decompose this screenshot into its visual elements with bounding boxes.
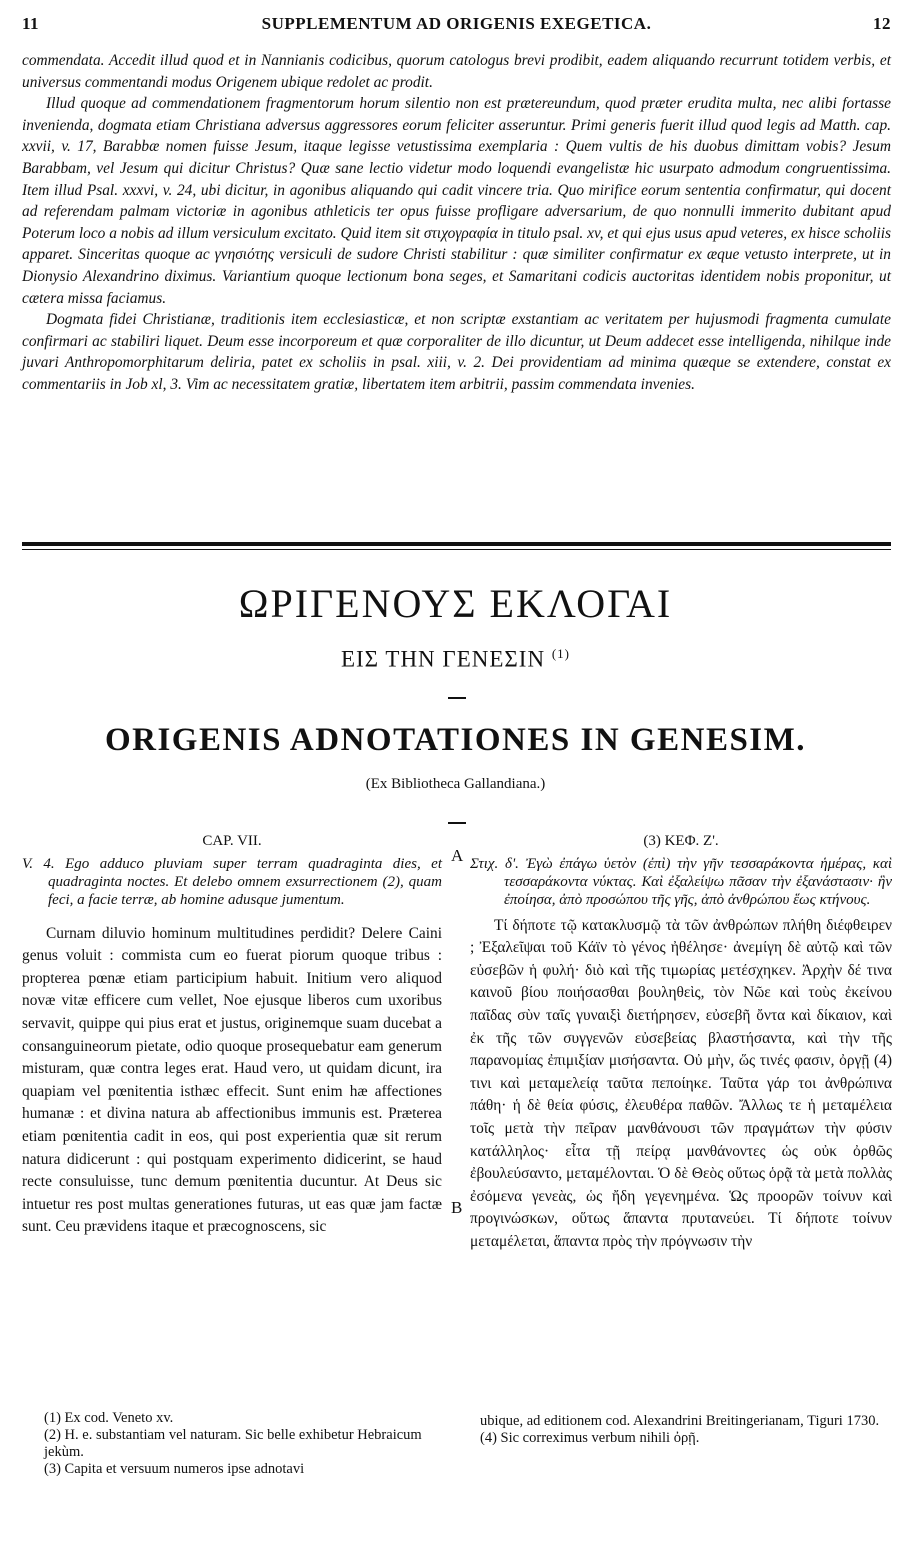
margin-marker-a: A — [451, 846, 464, 865]
footnote-3-continued: ubique, ad editionem cod. Alexandrini Breitingerianam, Tiguri 1730. — [480, 1413, 880, 1429]
footnote-ref-1: (1) — [551, 646, 571, 661]
greek-chapter-heading: (3) ΚΕΦ. Ζ'. — [643, 833, 719, 849]
intro-paragraph-2: Illud quoque ad commendationem fragmentorum horum silentio non est prætereundum, quod præter erudita multa, nec alibi fortasse invenienda, dogmata etiam Christiana adversus aggressores eorum feliciter asseruntur. Primi generis fuerit illud quod legis ad Matth. cap. xxvii, v. 17, Barabbæ nomen fuisse Jesum, itaque legisse vetustissima exemplaria : Quem vultis de his duobus dimittam vobis? Jesum Barabbam, vel Jesum qui dicitur Christus? Quæ sane lectio videtur modo loquendi evangelistæ hic usurpato admodum congruentissima. Item illud Psal. xxxvi, v. 24, ubi dicitur, in agonibus aliquando qui cadit vincere tria. Quo mirifice eorum sententia confirmatur, qui docent ad referendam palmam victoriæ in agonibus athleticis ter opus fuisse profligare adversarium, de quo nonnulli immerito dubitant apud Poterum loco a nobis ad illum versiculum excitato. Quid item sit στιχογραφία in titulo psal. xv, et qui ejus usus apud veteres, ex hisce scholiis apparet. Sinceritas quoque ac γνησιότης versiculi de sudore Christi stabilitur : quæ similiter confirmatur ex æque vetusto interprete, ut in Dionysio Alexandrino diximus. Variantium quoque lectionum bona seges, et Samaritani codicis auctoritas identidem nobis proponitur, ut cætera missa faciamus. — [22, 95, 891, 307]
footnote-3: (3) Capita et versuum numeros ipse adnotavi — [44, 1461, 305, 1477]
greek-column — [470, 830, 892, 1254]
running-header — [22, 14, 891, 40]
running-title: SUPPLEMENTUM AD ORIGENIS EXEGETICA. — [261, 14, 652, 33]
page-number-right: 12 — [873, 14, 891, 33]
source-note: (Ex Bibliotheca Gallandiana.) — [365, 776, 546, 792]
margin-marker-b: B — [451, 1198, 463, 1217]
latin-title: ORIGENIS ADNOTATIONES IN GENESIM. — [104, 722, 807, 758]
section-divider-thin — [22, 549, 891, 550]
footnote-2: (2) H. e. substantiam vel naturam. Sic belle exhibetur Hebraicum jekùm. — [44, 1427, 422, 1460]
title-dash — [448, 697, 466, 699]
intro-paragraph-3: Dogmata fidei Christianæ, traditionis item ecclesiasticæ, et non scriptæ exstantiam ac veritatem per hujusmodi fragmenta cumulate confirmari ac stabiliri liquet. Deum esse incorporeum et quæ corporaliter de illo dicuntur, ut Deum addecet esse intelligenda, nihilque inde juvari Anthropomorphitarum deliria, patet ex scholiis in psal. xiii, v. 2. Dei providentiam ad minima quæque se extendere, constat ex commentariis in Job xl, 3. Vim ac necessitatem gratiæ, libertatem item arbitrii, passim commendata invenies. — [22, 311, 891, 393]
footnote-4: (4) Sic correximus verbum nihili ὀρῇ. — [480, 1430, 700, 1446]
introduction-text — [22, 50, 891, 396]
footnotes-right — [480, 1413, 892, 1447]
greek-subtitle — [0, 646, 911, 673]
latin-chapter-heading: CAP. VII. — [202, 833, 262, 849]
footnotes-left — [44, 1410, 442, 1478]
greek-verse: Στιχ. δ'. Ἐγὼ ἐπάγω ὑετὸν (ἐπὶ) τὴν γῆν τεσσαράκοντα ἡμέρας, καὶ τεσσαράκοντα νύκτας. Καὶ ἐξαλείψω πᾶσαν τὴν ἐξανάστασιν· ἣν ἐποίησα, ἀπὸ προσώπου τῆς γῆς, ἀπὸ ἀνθρώπου ἕως κτήνους. — [470, 855, 892, 908]
section-divider-thick — [22, 542, 891, 546]
footnote-1: (1) Ex cod. Veneto xv. — [44, 1410, 174, 1426]
latin-commentary: Curnam diluvio hominum multitudines perdidit? Delere Caini genus voluit : commista cum eo fuerat piorum quoque tribus : propterea pœnæ etiam participium habuit. Initium vero aliquod novæ vitæ efficere cum vellet, Noe ejusque liberos cum uxoribus servavit, quippe qui pius erat et justus, originemque suam ducebat a consanguineorum pietate, odio quoque prosequebatur eam generum misturam, quæ contra leges erat. Haud vero, ut quidam dicunt, ira quapiam vel pœnitentia isthæc effecit. Sunt enim hæ affectiones humanæ : et divina natura ab affectionibus immunis est. Præterea etiam pœnitentia cadit in eos, qui post experientia quæ sit rerum natura didicerunt : qui postquam experimento didicerint, se haud recte consuluisse, tunc demum pœnitentia ducuntur. At Deus sic intuetur res post multas generationes futuras, ut eas quæ jam factæ sunt. Ceu prævidens itaque et præcognoscens, sic — [22, 924, 442, 1236]
source-dash — [448, 822, 466, 824]
latin-verse: V. 4. Ego adduco pluviam super terram quadraginta dies, et quadraginta noctes. Et delebo omnem exsurrectionem (2), quam feci, a facie terræ, ab homine adusque jumentum. — [22, 855, 442, 908]
page-number-left: 11 — [22, 14, 40, 33]
greek-title: ΩΡΙΓΕΝΟΥΣ ΕΚΛΟΓΑΙ — [238, 581, 673, 626]
intro-paragraph-1: commendata. Accedit illud quod et in Nannianis codicibus, quorum catologus brevi prodibit, eadem aliquando recurrunt totidem verbis, et universus commentandi modus Origenem ubique redolet ac prodit. — [22, 52, 891, 91]
greek-subtitle-text: ΕΙΣ ΤΗΝ ΓΕΝΕΣΙΝ — [340, 646, 546, 672]
latin-column — [22, 830, 442, 1239]
greek-commentary: Τί δήποτε τῷ κατακλυσμῷ τὰ τῶν ἀνθρώπων πλήθη διέφθειρεν ; Ἐξαλεῖψαι τοῦ Κάϊν τὸ γένος ἠθέλησε· ἀνεμίγη δὲ αὐτῷ καὶ τῶν εὐσεβῶν ἡ φυλή· διὸ καὶ τῆς τιμωρίας μετέσχηκεν. Ἀρχὴν δέ τινα καινοῦ βίου ποιήσασθαι βουληθεὶς, τὸν Νῶε καὶ τοὺς ἐκείνου παῖδας σὺν ταῖς γυναιξὶ διετήρησεν, εὐσεβῆ ὄντα καὶ δίκαιον, καὶ ἐκ τῆς τῶν συγγενῶν εὐσεβείας βλαστήσαντα, καὶ τὴν τῆς παρανομίας ἐπιμιξίαν μισήσαντα. Οὐ μὴν, ὥς τινές φασιν, ὀργῇ (4) τινι καὶ μεταμελείᾳ ταῦτα πεποίηκε. Ταῦτα γάρ τοι ἀνθρώπινα πάθη· ἡ δὲ θεία φύσις, ἐλευθέρα παθῶν. Ἄλλως τε ἡ μεταμέλεια τοῖς μετὰ τὴν πεῖραν μανθάνουσι τῶν πραγμάτων τὴν φύσιν κατάλληλος· εἶτα τῇ πείρᾳ μανθάνοντες ὡς οὐκ ὀρθῶς ἐβουλεύσαντο, μεταμέλονται. Ὁ δὲ Θεὸς οὕτως ὁρᾷ τὰ μετὰ πολλὰς ἐσόμενα γενεὰς, ὡς ἤδη γεγενημένα. Ὡς προορῶν τοίνυν καὶ προγινώσκων, οὕτως ἅπαντα πρυτανεύει. Τί δήποτε τοίνυν μεταμέλεται, ἅπαντα πρὸς τὴν πρόγνωσιν τὴν — [470, 916, 892, 1250]
